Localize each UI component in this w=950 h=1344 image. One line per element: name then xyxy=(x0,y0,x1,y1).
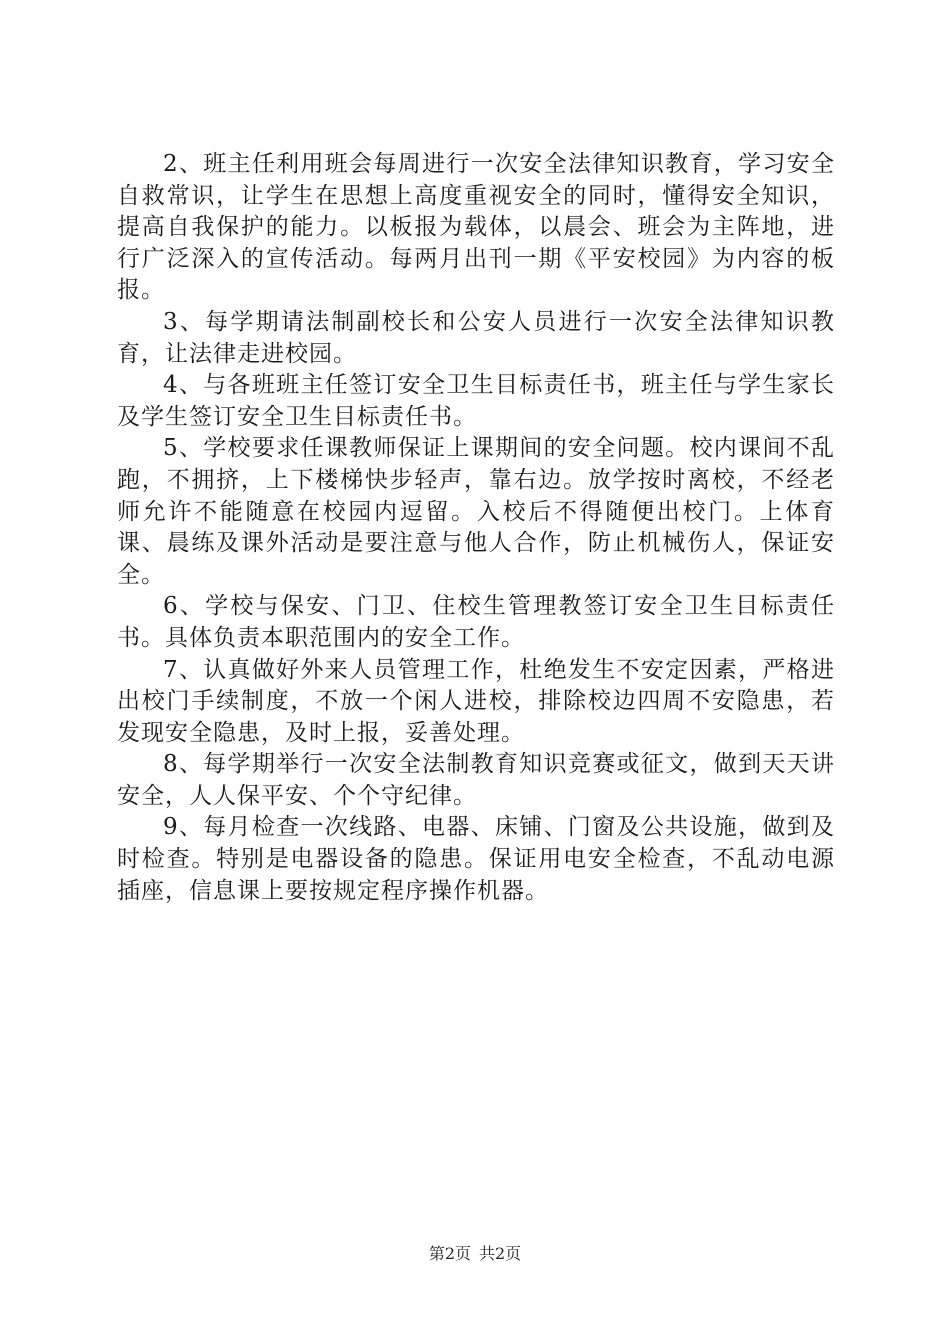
document-body xyxy=(117,149,835,907)
page-total: 共2页 xyxy=(479,1244,522,1263)
paragraph-item-3: 3、每学期请法制副校长和公安人员进行一次安全法律知识教育，让法律走进校园。 xyxy=(117,308,835,367)
paragraph-item-7: 7、认真做好外来人员管理工作，杜绝发生不安定因素，严格进出校门手续制度，不放一个闲人进校，排除校边四周不安隐患，若发现安全隐患，及时上报，妥善处理。 xyxy=(117,656,835,746)
page-number: 第2页 xyxy=(428,1244,471,1263)
paragraph-item-5: 5、学校要求任课教师保证上课期间的安全问题。校内课间不乱跑，不拥挤，上下楼梯快步轻声，靠右边。放学按时离校，不经老师允许不能随意在校园内逗留。入校后不得随便出校门。上体育课、晨练及课外活动是要注意与他人合作，防止机械伤人，保证安全。 xyxy=(117,435,835,588)
paragraph-item-4: 4、与各班班主任签订安全卫生目标责任书，班主任与学生家长及学生签订安全卫生目标责任书。 xyxy=(117,372,835,430)
paragraph-item-6: 6、学校与保安、门卫、住校生管理教签订安全卫生目标责任书。具体负责本职范围内的安全工作。 xyxy=(117,593,835,651)
paragraph-item-8: 8、每学期举行一次安全法制教育知识竞赛或征文，做到天天讲安全，人人保平安、个个守纪律。 xyxy=(117,751,835,809)
paragraph-item-9: 9、每月检查一次线路、电器、床铺、门窗及公共设施，做到及时检查。特别是电器设备的隐患。保证用电安全检查，不乱动电源插座，信息课上要按规定程序操作机器。 xyxy=(117,814,835,904)
paragraph-item-2: 2、班主任利用班会每周进行一次安全法律知识教育，学习安全自救常识，让学生在思想上高度重视安全的同时，懂得安全知识，提高自我保护的能力。以板报为载体，以晨会、班会为主阵地，进行广泛深入的宣传活动。每两月出刊一期《平安校园》为内容的板报。 xyxy=(117,151,835,304)
page-footer xyxy=(0,1244,950,1264)
